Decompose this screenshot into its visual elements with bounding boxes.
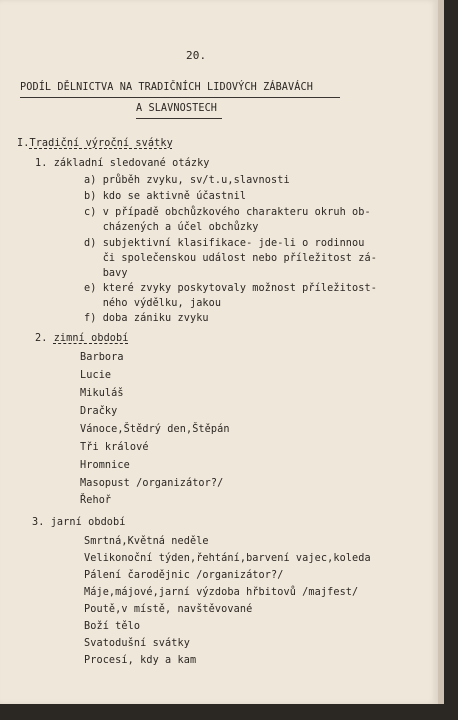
subitem-e-cont: ného výdělku, jakou: [84, 298, 222, 309]
spring-item: Poutě,v místě, navštěvované: [84, 604, 253, 615]
subitem-d-cont: či společenskou událost nebo příležitost zá-: [84, 253, 377, 264]
section-2-heading-text: zimní období: [53, 333, 129, 344]
spring-item: Procesí, kdy a kam: [84, 655, 197, 666]
document-title-line-1: PODÍL DĚLNICTVA NA TRADIČNÍCH LIDOVÝCH ZÁBAVÁCH: [20, 82, 313, 93]
spring-item: Smrtná,Květná neděle: [84, 536, 209, 547]
winter-item: Mikuláš: [80, 388, 124, 399]
winter-item: Lucie: [80, 370, 112, 381]
section-3-heading: 3. jarní období: [32, 517, 126, 528]
subitem-d: d) subjektivní klasifikace- jde-li o rodinnou: [84, 238, 365, 249]
section-1-heading: [17, 138, 173, 150]
winter-item: Vánoce,Štědrý den,Štěpán: [80, 424, 230, 435]
section-1-heading-number: I.: [17, 138, 30, 149]
section-1-item-1-label: 1. základní sledované otázky: [35, 158, 210, 169]
section-2-heading: [35, 333, 129, 345]
document-title-line-2: A SLAVNOSTECH: [136, 103, 218, 114]
spring-item: Velikonoční týden,řehtání,barvení vajec,koleda: [84, 553, 371, 564]
spring-item: Svatodušní svátky: [84, 638, 190, 649]
subitem-c-cont: cházených a účel obchůzky: [84, 222, 259, 233]
section-2-heading-number: 2.: [35, 333, 48, 344]
winter-item: Řehoř: [80, 495, 112, 506]
subitem-c: c) v případě obchůzkového charakteru okruh ob-: [84, 207, 371, 218]
section-1-heading-text: Tradiční výroční svátky: [29, 138, 173, 149]
winter-item: Hromnice: [80, 460, 130, 471]
winter-item: Tři králové: [80, 442, 149, 453]
subitem-d-cont-2: bavy: [84, 268, 128, 279]
page-number: 20.: [186, 49, 207, 62]
spring-item: Máje,májové,jarní výzdoba hřbitovů /majfest/: [84, 587, 359, 598]
title-underline-2: [136, 118, 222, 119]
page-edge: [438, 0, 444, 704]
spring-item: Pálení čarodějnic /organizátor?/: [84, 570, 284, 581]
subitem-e: e) které zvyky poskytovaly možnost příležitost-: [84, 283, 377, 294]
subitem-a: a) průběh zvyku, sv/t.u,slavnosti: [84, 175, 290, 186]
winter-item: Barbora: [80, 352, 124, 363]
winter-item: Dračky: [80, 406, 118, 417]
winter-item: Masopust /organizátor?/: [80, 478, 224, 489]
subitem-b: b) kdo se aktivně účastnil: [84, 191, 247, 202]
subitem-f: f) doba zániku zvyku: [84, 313, 209, 324]
title-underline-1: [20, 97, 340, 98]
spring-item: Boží tělo: [84, 621, 141, 632]
